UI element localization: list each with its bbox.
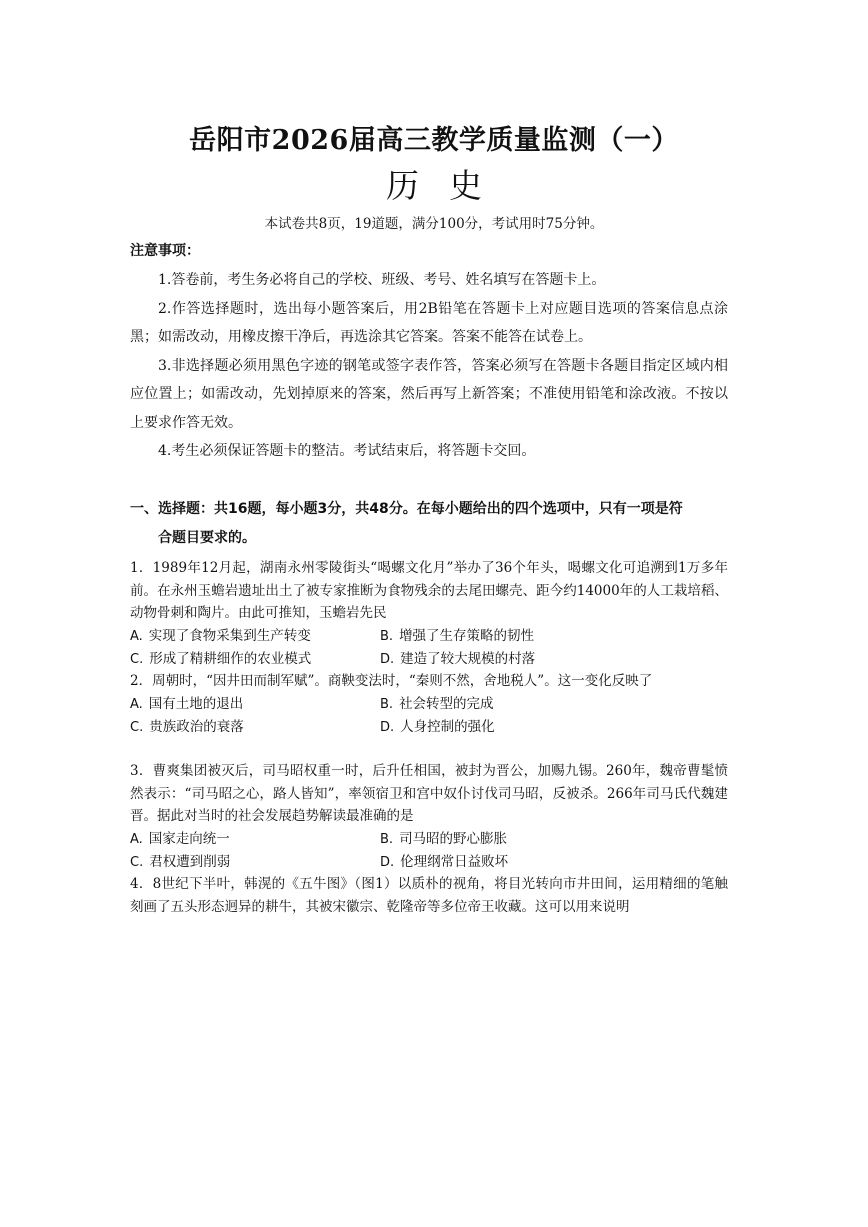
option-c[interactable] xyxy=(130,648,380,672)
section-heading xyxy=(130,495,728,553)
option-letter: B. xyxy=(380,628,394,644)
option-text: 增强了生存策略的韧性 xyxy=(399,627,535,644)
exam-title: 岳阳市2026届高三教学质量监测（一） xyxy=(189,125,679,156)
option-text: 建造了较大规模的村落 xyxy=(400,651,536,667)
option-a[interactable] xyxy=(130,693,380,717)
option-text: 社会转型的完成 xyxy=(399,695,494,712)
question-stem: 4．8世纪下半叶，韩滉的《五牛图》（图1）以质朴的视角，将目光转向市井田间，运用精细的笔触刻画了五头形态迥异的耕牛，其被宋徽宗、乾隆帝等多位帝王收藏。这可以用来说明 xyxy=(130,876,728,915)
option-b[interactable] xyxy=(380,828,728,852)
option-b[interactable] xyxy=(380,625,728,649)
notice-heading: 注意事项： xyxy=(130,243,200,259)
question-stem: 2．周朝时，“因井田而制军赋”。商鞅变法时，“秦则不然，舍地税人”。这一变化反映了 xyxy=(130,673,653,689)
notice-item: 3.非选择题必须用黑色字迹的钢笔或签字表作答，答案必须写在答题卡各题目指定区域内相应位置上；如需改动，先划掉原来的答案，然后再写上新答案；不准使用铅笔和涂改液。不按以上要求作答无效。 xyxy=(130,357,728,431)
question-2 xyxy=(130,670,728,740)
option-d[interactable] xyxy=(380,851,728,875)
option-text: 实现了食物采集到生产转变 xyxy=(148,627,311,644)
option-letter: B. xyxy=(380,696,394,712)
notice-item: 4.考生必须保证答题卡的整洁。考试结束后，将答题卡交回。 xyxy=(158,443,536,459)
question-stem: 3．曹爽集团被灭后，司马昭权重一时，后升任相国，被封为晋公，加赐九锡。260年，魏帝曹髦愤然表示：“司马昭之心，路人皆知”，率领宿卫和宫中奴仆讨伐司马昭，反被杀。266年司马氏代魏建晋。据此对当时的社会发展趋势解读最准确的是 xyxy=(130,763,728,824)
option-list xyxy=(130,693,728,740)
option-text: 伦理纲常日益败坏 xyxy=(400,854,509,870)
option-text: 国家走向统一 xyxy=(148,830,230,847)
option-text: 人身控制的强化 xyxy=(400,719,495,735)
section-heading-line2: 合题目要求的。 xyxy=(158,530,256,546)
option-text: 君权遭到削弱 xyxy=(149,854,231,870)
notice-item: 1.答卷前，考生务必将自己的学校、班级、考号、姓名填写在答题卡上。 xyxy=(158,272,606,288)
option-letter: D. xyxy=(380,652,395,667)
option-letter: A. xyxy=(130,696,143,712)
option-letter: D. xyxy=(380,855,395,870)
option-letter: B. xyxy=(380,831,394,847)
option-list xyxy=(130,828,728,875)
option-d[interactable] xyxy=(380,716,728,740)
option-c[interactable] xyxy=(130,851,380,875)
option-letter: A. xyxy=(130,831,143,847)
option-text: 司马昭的野心膨胀 xyxy=(399,830,508,847)
question-1 xyxy=(130,557,728,672)
question-3 xyxy=(130,760,728,875)
option-list xyxy=(130,625,728,672)
option-letter: A. xyxy=(130,628,143,644)
notice-item: 2.作答选择题时，选出每小题答案后，用2B铅笔在答题卡上对应题目选项的答案信息点涂黑；如需改动，用橡皮擦干净后，再选涂其它答案。答案不能答在试卷上。 xyxy=(130,300,728,345)
option-letter: C. xyxy=(130,855,144,870)
option-b[interactable] xyxy=(380,693,728,717)
option-d[interactable] xyxy=(380,648,728,672)
question-4 xyxy=(130,873,728,918)
subject-title: 历史 xyxy=(386,166,512,205)
option-text: 贵族政治的衰落 xyxy=(149,719,244,735)
section-heading-line1: 一、选择题：共16题，每小题3分，共48分。在每小题给出的四个选项中，只有一项是符 xyxy=(130,501,683,517)
option-text: 国有土地的退出 xyxy=(148,695,244,712)
option-a[interactable] xyxy=(130,625,380,649)
notice-list xyxy=(130,266,728,466)
option-letter: D. xyxy=(380,720,395,735)
option-letter: C. xyxy=(130,720,144,735)
question-stem: 1．1989年12月起，湖南永州零陵街头“喝螺文化月”举办了36个年头，喝螺文化可追溯到1万多年前。在永州玉蟾岩遗址出土了被专家推断为食物残余的去尾田螺壳、距今约14000年的人工栽培稻、动物骨刺和陶片。由此可推知，玉蟾岩先民 xyxy=(130,560,728,621)
option-text: 形成了精耕细作的农业模式 xyxy=(149,651,312,667)
option-letter: C. xyxy=(130,652,144,667)
exam-meta-info: 本试卷共8页，19道题，满分100分，考试用时75分钟。 xyxy=(264,216,604,232)
option-a[interactable] xyxy=(130,828,380,852)
option-c[interactable] xyxy=(130,716,380,740)
